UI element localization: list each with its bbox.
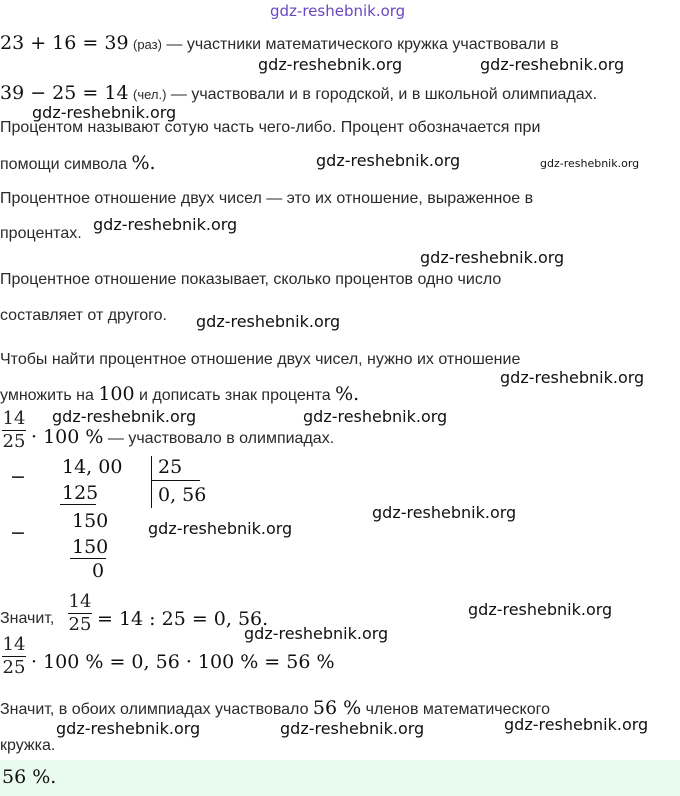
def-3-line-2: составляет от другого. <box>0 307 167 324</box>
watermark[interactable]: gdz-reshebnik.org <box>372 503 517 522</box>
answer-box <box>0 760 680 796</box>
def-4-text: умножить на <box>0 387 99 404</box>
line-2 <box>0 82 597 104</box>
watermark[interactable]: gdz-reshebnik.org <box>52 407 197 426</box>
line-1-text: — участники математического кружка участвовали в <box>161 36 559 53</box>
division-vertical-bar <box>151 456 152 508</box>
fraction-14-25 <box>0 408 28 453</box>
division-minus-1: − <box>10 466 26 488</box>
watermark[interactable]: gdz-reshebnik.org <box>258 55 403 74</box>
watermark[interactable]: gdz-reshebnik.org <box>504 715 649 734</box>
watermark[interactable]: gdz-reshebnik.org <box>244 624 389 643</box>
line-2-text: — участвовали и в городской, и в школьной олимпиадах. <box>166 86 598 103</box>
fraction-numerator: 14 <box>2 634 26 655</box>
fraction-14-25 <box>66 591 94 636</box>
line-2-unit: (чел.) <box>132 87 167 102</box>
division-quotient: 0, 56 <box>158 484 207 506</box>
final-text-number: 56 % <box>312 697 362 719</box>
fraction-14-25 <box>0 634 28 679</box>
watermark[interactable]: gdz-reshebnik.org <box>420 248 565 267</box>
def-3-line-1: Процентное отношение показывает, сколько процентов одно число <box>0 271 502 288</box>
percent-symbol: %. <box>131 152 156 174</box>
final-text-line-2: кружка. <box>0 737 56 754</box>
def-4-number: 100 <box>98 383 135 405</box>
watermark[interactable]: gdz-reshebnik.org <box>480 55 625 74</box>
watermark-small[interactable]: gdz-reshebnik.org <box>540 157 640 170</box>
division-subtrahend-1: 125 <box>62 482 99 504</box>
def-2-line-2: процентах. <box>0 225 82 242</box>
fraction-numerator: 14 <box>2 408 26 429</box>
def-4-line-1: Чтобы найти процентное отношение двух чисел, нужно их отношение <box>0 351 521 368</box>
division-dividend: 14, 00 <box>62 456 123 478</box>
fraction-numerator: 14 <box>68 591 92 612</box>
conclusion-1-math: = 14 : 25 = 0, 56. <box>97 608 269 630</box>
final-text-post: членов математического <box>361 701 550 718</box>
fraction-denominator: 25 <box>68 614 92 635</box>
division-remainder-1: 150 <box>72 510 109 532</box>
watermark[interactable]: gdz-reshebnik.org <box>316 151 461 170</box>
division-remainder-2: 0 <box>92 560 105 582</box>
watermark[interactable]: gdz-reshebnik.org <box>500 368 645 387</box>
conclusion-2-math: · 100 % = 0, 56 · 100 % = 56 % <box>31 651 335 673</box>
watermark[interactable]: gdz-reshebnik.org <box>303 407 448 426</box>
division-divisor: 25 <box>158 456 183 478</box>
watermark[interactable]: gdz-reshebnik.org <box>148 519 293 538</box>
watermark[interactable]: gdz-reshebnik.org <box>32 103 177 122</box>
line-1-unit: (раз) <box>132 37 162 52</box>
def-1-text: помощи символа <box>0 156 132 173</box>
final-text-pre: Значит, в обоих олимпиадах участвовало <box>0 701 313 718</box>
watermark-top[interactable]: gdz-reshebnik.org <box>270 2 406 20</box>
watermark[interactable]: gdz-reshebnik.org <box>280 719 425 738</box>
fraction-line-math: · 100 % <box>31 426 104 448</box>
watermark[interactable]: gdz-reshebnik.org <box>468 600 613 619</box>
final-text-line-1 <box>0 697 550 719</box>
answer-value: 56 %. <box>2 766 57 788</box>
line-1 <box>0 32 559 54</box>
fraction-line-rest <box>31 426 334 448</box>
line-1-math: 23 + 16 = 39 <box>0 32 129 54</box>
division-underline-2 <box>70 558 106 559</box>
fraction-line-text: — участвовало в олимпиадах. <box>103 430 335 447</box>
division-divisor-line <box>152 480 200 481</box>
watermark[interactable]: gdz-reshebnik.org <box>56 719 201 738</box>
division-minus-2: − <box>10 522 26 544</box>
conclusion-1-label: Значит, <box>0 610 55 627</box>
division-subtrahend-2: 150 <box>72 536 109 558</box>
fraction-denominator: 25 <box>2 657 26 678</box>
def-4-text-2: и дописать знак процента <box>134 387 336 404</box>
def-1-line-2 <box>0 152 156 174</box>
line-2-math: 39 − 25 = 14 <box>0 82 129 104</box>
def-1-line-1: Процентом называют сотую часть чего-либо. Процент обозначается при <box>0 119 541 136</box>
division-underline-1 <box>60 504 96 505</box>
watermark[interactable]: gdz-reshebnik.org <box>93 215 238 234</box>
fraction-denominator: 25 <box>2 431 26 452</box>
def-2-line-1: Процентное отношение двух чисел — это их отношение, выраженное в <box>0 190 534 207</box>
watermark[interactable]: gdz-reshebnik.org <box>196 312 341 331</box>
def-4-line-2 <box>0 383 359 405</box>
percent-symbol: %. <box>335 383 360 405</box>
